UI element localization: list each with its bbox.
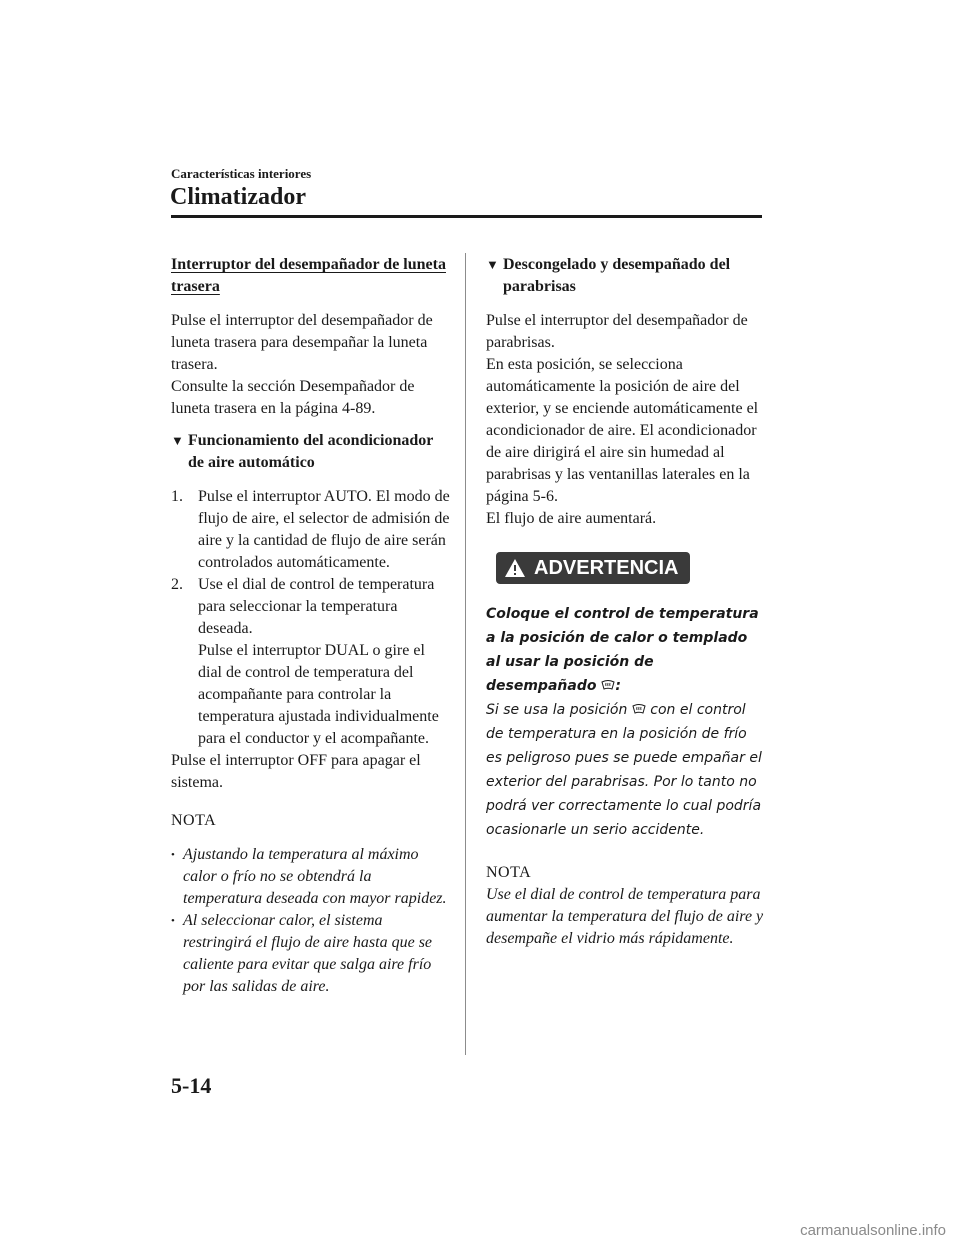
rear-defroster-paragraph bbox=[171, 310, 451, 420]
rear-defroster-line-1: Pulse el interruptor del desempañador de luneta trasera para desempañar la luneta trasera. bbox=[171, 312, 433, 373]
defrost-line: El flujo de aire aumentará. bbox=[486, 510, 657, 527]
right-column bbox=[486, 254, 764, 950]
step-text: Use el dial de control de temperatura para seleccionar la temperatura deseada. bbox=[198, 576, 435, 637]
note-text: Use el dial de control de temperatura para aumentar la temperatura del flujo de aire y desempañe el vidrio más rápidamente. bbox=[486, 886, 764, 947]
warning-bold-before: Coloque el control de temperatura a la posición de calor o templado al usar la posición de desempañado bbox=[486, 606, 759, 694]
left-column bbox=[171, 254, 451, 998]
step-number: 1. bbox=[171, 488, 183, 505]
warning-body bbox=[486, 602, 764, 842]
step-body bbox=[198, 574, 451, 750]
windshield-defrost-icon bbox=[632, 703, 646, 715]
windshield-defrost-icon bbox=[601, 679, 615, 691]
column-divider bbox=[465, 253, 466, 1055]
note-bullet bbox=[171, 910, 451, 998]
warning-text bbox=[486, 698, 764, 842]
auto-ac-steps bbox=[171, 486, 451, 750]
rear-defroster-heading: Interruptor del desempañador de luneta trasera bbox=[171, 256, 446, 295]
defrost-paragraph bbox=[486, 310, 764, 530]
defrost-heading bbox=[486, 254, 764, 298]
defrost-heading-text: Descongelado y desempañado del parabrisas bbox=[503, 256, 731, 295]
step-item bbox=[171, 574, 451, 750]
note-label: NOTA bbox=[486, 864, 532, 881]
bullet-dot-icon: • bbox=[171, 849, 175, 861]
step-text: Pulse el interruptor DUAL o gire el dial de control de temperatura del acompañante para controlar la temperatura ajustada individualmente para el conductor y el acompañante. bbox=[198, 642, 439, 747]
note-label: NOTA bbox=[171, 812, 217, 829]
page-title: Climatizador bbox=[170, 184, 306, 210]
step-item bbox=[171, 486, 451, 574]
note-bullets bbox=[171, 844, 451, 998]
triangle-down-icon: ▼ bbox=[486, 257, 499, 272]
defrost-line: Pulse el interruptor del desempañador de parabrisas. bbox=[486, 312, 748, 351]
rear-defroster-line-2: Consulte la sección Desempañador de luneta trasera en la página 4-89. bbox=[171, 378, 415, 417]
warning-text-after: con el control de temperatura en la posición de frío es peligroso pues se puede empañar el exterior del parabrisas. Por lo tanto no podrá ver correctamente lo cual podría ocasionarle un serio accidente. bbox=[486, 702, 762, 838]
off-paragraph: Pulse el interruptor OFF para apagar el sistema. bbox=[171, 752, 421, 791]
header-rule bbox=[171, 215, 762, 218]
warning-bold-text bbox=[486, 602, 764, 698]
step-number: 2. bbox=[171, 576, 183, 593]
section-label: Características interiores bbox=[171, 166, 312, 181]
bullet-dot-icon: • bbox=[171, 915, 175, 927]
step-text: Pulse el interruptor AUTO. El modo de flujo de aire, el selector de admisión de aire y la cantidad de flujo de aire serán controlados automáticamente. bbox=[198, 488, 450, 571]
page-number: 5-14 bbox=[171, 1073, 212, 1098]
note-bullet bbox=[171, 844, 451, 910]
warning-label: ADVERTENCIA bbox=[534, 557, 679, 579]
defrost-line: En esta posición, se selecciona automáticamente la posición de aire del exterior, y se enciende automáticamente el acondicionador de aire. El acondicionador de aire dirigirá el aire sin humedad al parabrisas y las ventanillas laterales en la página 5-6. bbox=[486, 356, 759, 505]
warning-text-before: Si se usa la posición bbox=[486, 702, 628, 718]
auto-ac-heading-text: Funcionamiento del acondicionador de aire automático bbox=[188, 432, 434, 471]
note-bullet-text: Ajustando la temperatura al máximo calor o frío no se obtendrá la temperatura deseada con mayor rapidez. bbox=[183, 846, 447, 907]
warning-triangle-icon bbox=[504, 558, 526, 578]
triangle-down-icon: ▼ bbox=[171, 433, 184, 448]
warning-bold-after: : bbox=[615, 678, 621, 694]
step-body bbox=[198, 486, 451, 574]
auto-ac-heading bbox=[171, 430, 451, 474]
note-bullet-text: Al seleccionar calor, el sistema restringirá el flujo de aire hasta que se caliente para evitar que salga aire frío por las salidas de aire. bbox=[183, 912, 433, 995]
warning-banner bbox=[496, 552, 690, 584]
watermark: carmanualsonline.info bbox=[800, 1222, 946, 1239]
